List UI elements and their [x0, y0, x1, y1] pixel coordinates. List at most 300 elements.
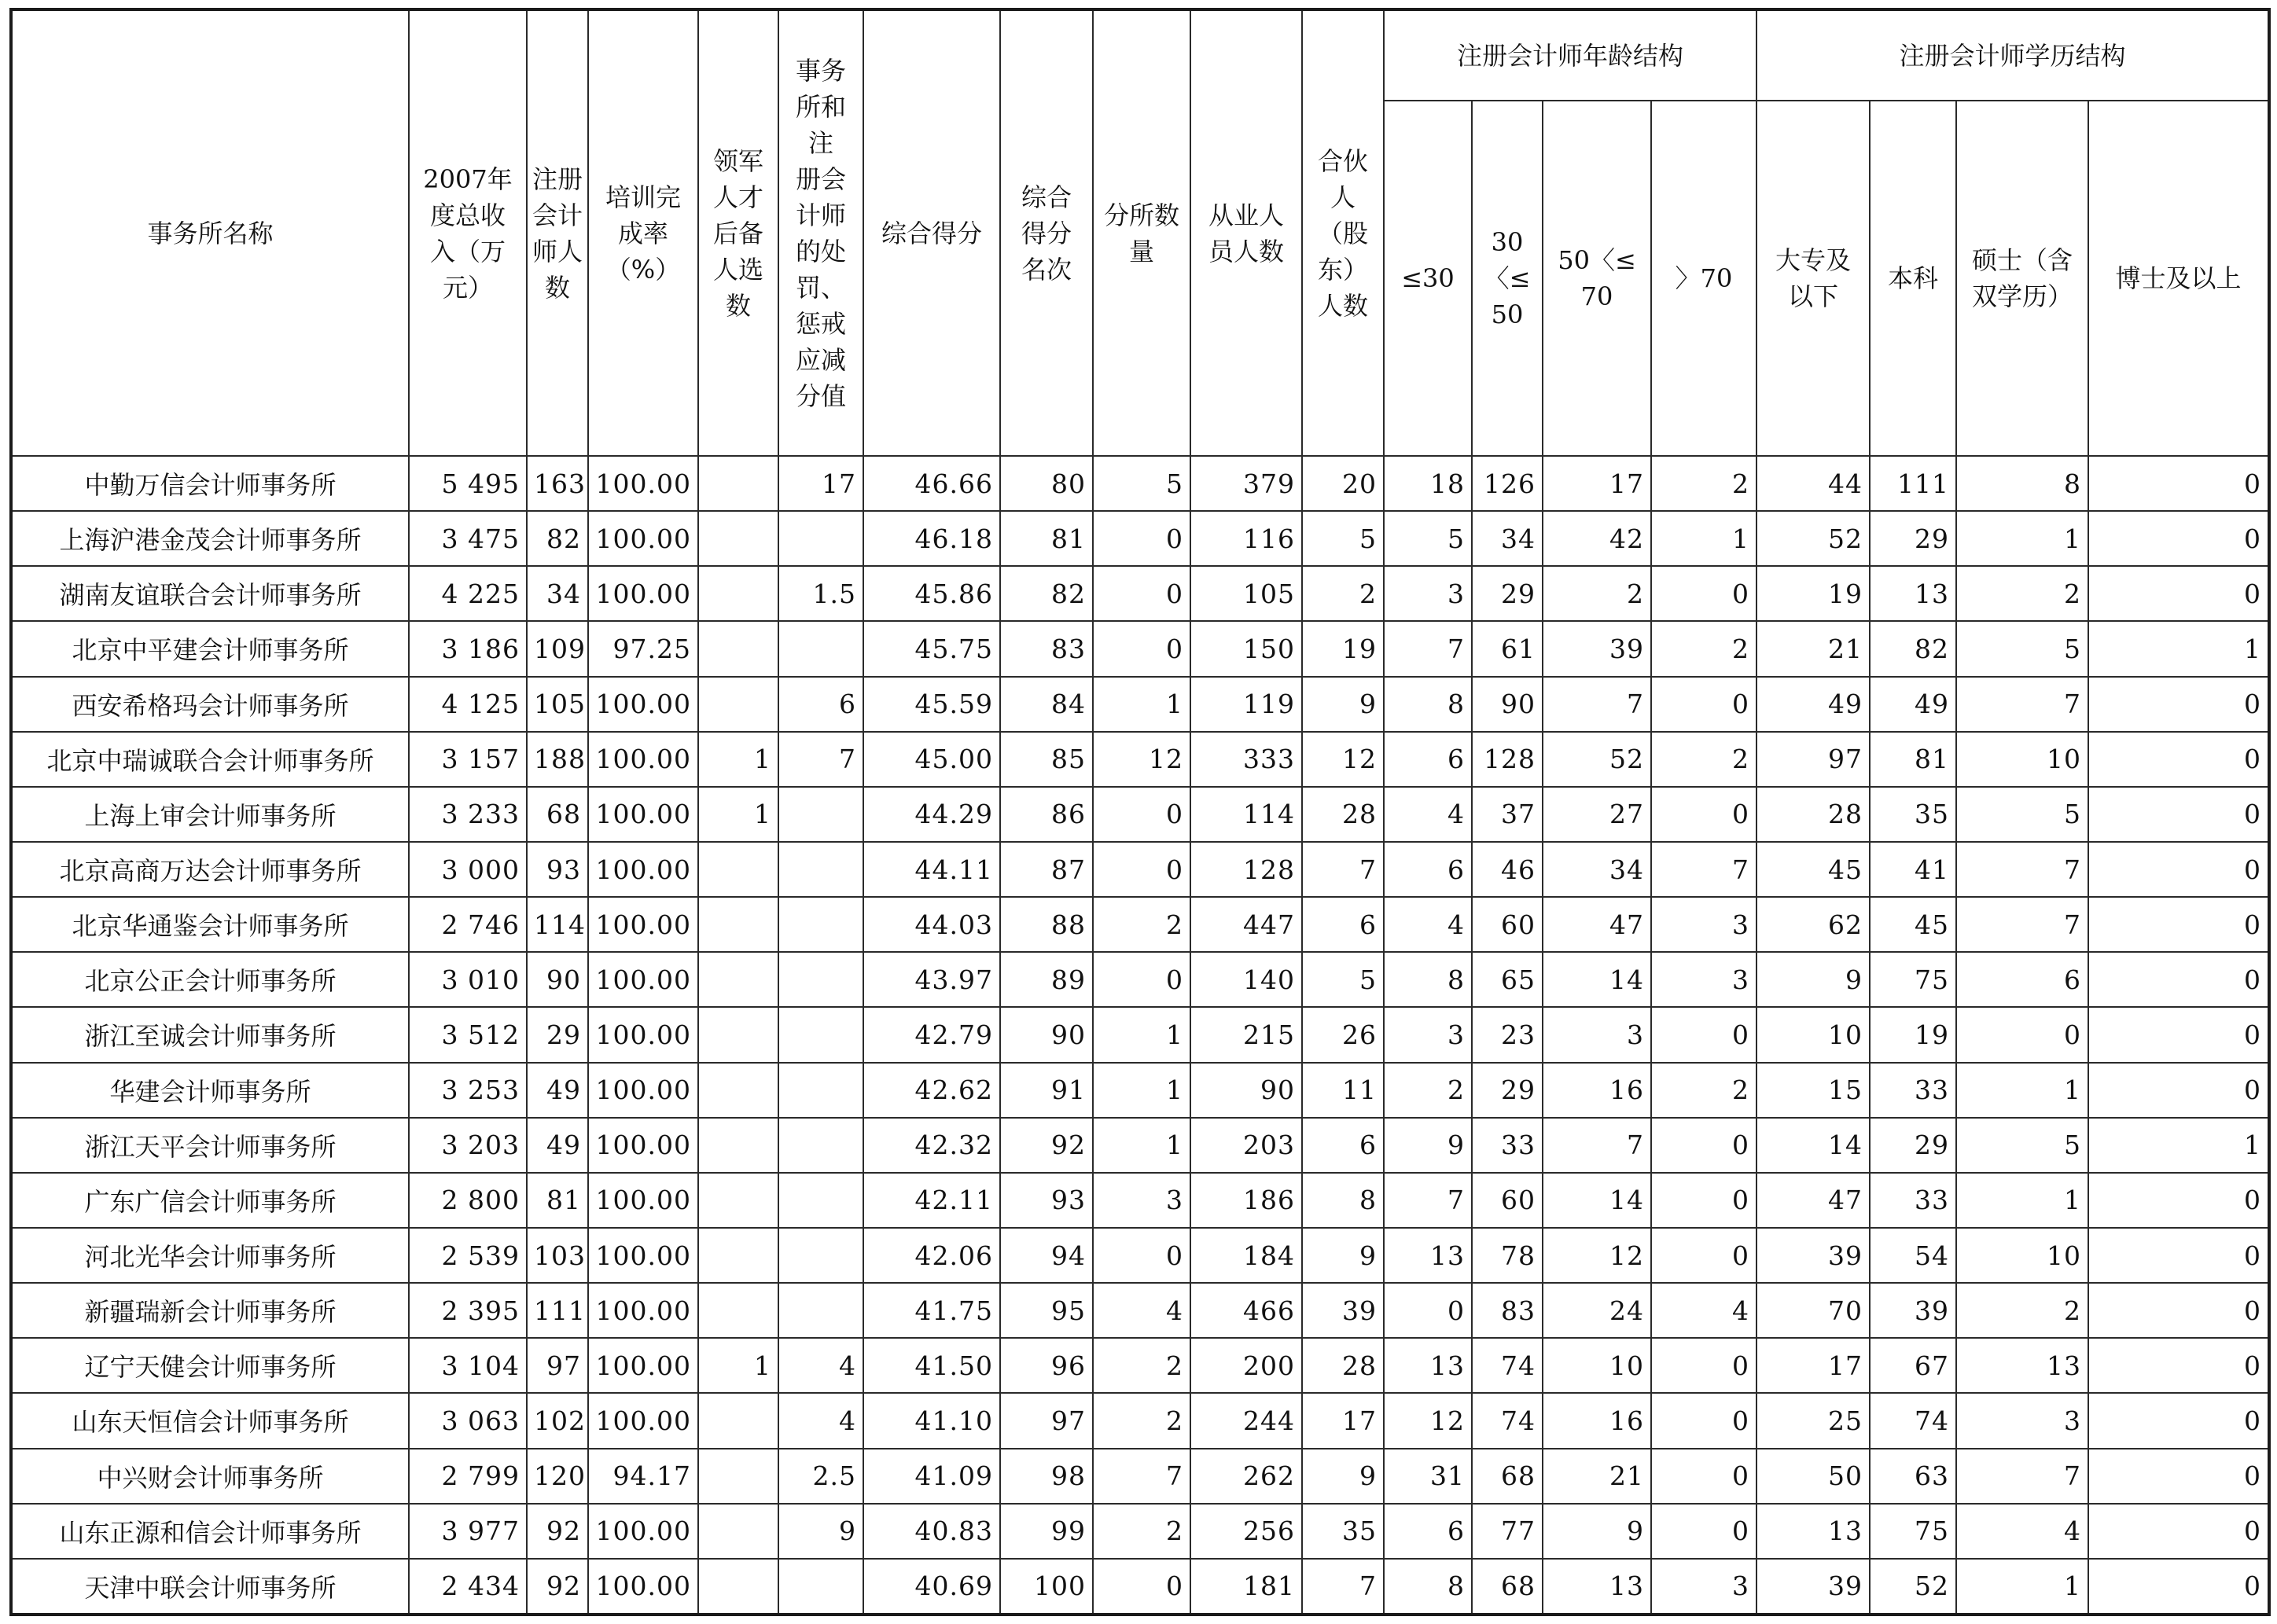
table-row [11, 566, 2269, 621]
cell-overall-score: 41.09 [863, 1449, 1000, 1504]
header-partner-count: 合伙 人 （股 东） 人数 [1302, 9, 1384, 456]
cell-firm-name: 上海沪港金茂会计师事务所 [11, 511, 409, 566]
header-talent-candidates: 领军 人才 后备 人选 数 [698, 9, 778, 456]
cell-cpa-count: 111 [527, 1283, 588, 1338]
cell-talent-candidates [698, 1449, 778, 1504]
cell-score-rank: 91 [1000, 1063, 1093, 1118]
cell-edu-master: 10 [1956, 1228, 2088, 1283]
cell-cpa-count: 102 [527, 1393, 588, 1448]
cell-firm-name: 新疆瑞新会计师事务所 [11, 1283, 409, 1338]
cell-score-rank: 82 [1000, 566, 1093, 621]
cell-revenue: 3 253 [409, 1063, 527, 1118]
cell-edu-master: 3 [1956, 1393, 2088, 1448]
cell-age-under-30: 18 [1384, 456, 1472, 511]
cell-firm-name: 中兴财会计师事务所 [11, 1449, 409, 1504]
cell-age-under-30: 3 [1384, 566, 1472, 621]
cell-training-rate: 100.00 [588, 1338, 698, 1393]
cell-talent-candidates [698, 1283, 778, 1338]
cell-overall-score: 42.62 [863, 1063, 1000, 1118]
cell-cpa-count: 109 [527, 621, 588, 676]
header-firm-name: 事务所名称 [11, 9, 409, 456]
cell-score-rank: 100 [1000, 1559, 1093, 1615]
cell-age-under-30: 3 [1384, 1007, 1472, 1062]
table-row [11, 1338, 2269, 1393]
cell-edu-doctorate: 0 [2088, 1393, 2269, 1448]
cell-branch-count: 0 [1093, 566, 1190, 621]
cell-staff-count: 116 [1190, 511, 1302, 566]
cell-edu-bachelor: 33 [1870, 1173, 1956, 1228]
cell-talent-candidates [698, 1504, 778, 1559]
table-row [11, 1173, 2269, 1228]
cell-branch-count: 1 [1093, 1063, 1190, 1118]
cell-cpa-count: 97 [527, 1338, 588, 1393]
cell-training-rate: 100.00 [588, 511, 698, 566]
cell-penalty-deduction: 4 [778, 1338, 863, 1393]
cell-score-rank: 89 [1000, 952, 1093, 1007]
cell-penalty-deduction: 7 [778, 732, 863, 787]
cell-age-over-70: 0 [1651, 1228, 1756, 1283]
cell-age-under-30: 5 [1384, 511, 1472, 566]
cell-edu-college: 45 [1756, 842, 1870, 897]
cell-partner-count: 28 [1302, 787, 1384, 842]
cell-revenue: 2 746 [409, 897, 527, 952]
cell-edu-doctorate: 0 [2088, 1173, 2269, 1228]
cell-age-under-30: 6 [1384, 732, 1472, 787]
cell-edu-doctorate: 0 [2088, 952, 2269, 1007]
cell-edu-bachelor: 75 [1870, 952, 1956, 1007]
table-row [11, 842, 2269, 897]
cell-age-30-50: 34 [1472, 511, 1543, 566]
cell-edu-master: 7 [1956, 897, 2088, 952]
cell-edu-bachelor: 81 [1870, 732, 1956, 787]
cell-score-rank: 99 [1000, 1504, 1093, 1559]
cell-revenue: 3 010 [409, 952, 527, 1007]
cell-age-under-30: 8 [1384, 1559, 1472, 1615]
table-row [11, 1228, 2269, 1283]
table-row [11, 677, 2269, 732]
cell-age-30-50: 77 [1472, 1504, 1543, 1559]
table-row [11, 621, 2269, 676]
cell-edu-master: 13 [1956, 1338, 2088, 1393]
cell-age-under-30: 6 [1384, 1504, 1472, 1559]
cell-age-50-70: 24 [1543, 1283, 1651, 1338]
cell-edu-college: 39 [1756, 1228, 1870, 1283]
cell-overall-score: 42.06 [863, 1228, 1000, 1283]
cell-edu-master: 0 [1956, 1007, 2088, 1062]
cell-age-30-50: 33 [1472, 1118, 1543, 1173]
cell-staff-count: 181 [1190, 1559, 1302, 1615]
cell-edu-doctorate: 0 [2088, 1063, 2269, 1118]
cell-score-rank: 84 [1000, 677, 1093, 732]
cell-partner-count: 8 [1302, 1173, 1384, 1228]
cell-talent-candidates: 1 [698, 1338, 778, 1393]
cell-overall-score: 45.86 [863, 566, 1000, 621]
cell-branch-count: 0 [1093, 1559, 1190, 1615]
cell-age-30-50: 78 [1472, 1228, 1543, 1283]
cell-overall-score: 41.75 [863, 1283, 1000, 1338]
cell-age-over-70: 0 [1651, 1007, 1756, 1062]
cell-partner-count: 28 [1302, 1338, 1384, 1393]
header-age-30-50: 30 〈≤ 50 [1472, 101, 1543, 456]
cell-age-30-50: 74 [1472, 1393, 1543, 1448]
cell-partner-count: 9 [1302, 677, 1384, 732]
cell-edu-bachelor: 74 [1870, 1393, 1956, 1448]
cell-staff-count: 140 [1190, 952, 1302, 1007]
cell-cpa-count: 68 [527, 787, 588, 842]
cell-age-over-70: 4 [1651, 1283, 1756, 1338]
table-row [11, 1393, 2269, 1448]
cell-partner-count: 19 [1302, 621, 1384, 676]
cell-firm-name: 浙江天平会计师事务所 [11, 1118, 409, 1173]
cell-edu-bachelor: 19 [1870, 1007, 1956, 1062]
cell-staff-count: 215 [1190, 1007, 1302, 1062]
cell-score-rank: 90 [1000, 1007, 1093, 1062]
cell-staff-count: 150 [1190, 621, 1302, 676]
cell-age-under-30: 8 [1384, 677, 1472, 732]
cell-edu-bachelor: 75 [1870, 1504, 1956, 1559]
cell-score-rank: 96 [1000, 1338, 1093, 1393]
cell-firm-name: 北京中瑞诚联合会计师事务所 [11, 732, 409, 787]
cell-edu-master: 1 [1956, 1173, 2088, 1228]
cell-age-under-30: 8 [1384, 952, 1472, 1007]
cell-edu-bachelor: 54 [1870, 1228, 1956, 1283]
cell-cpa-count: 103 [527, 1228, 588, 1283]
cell-training-rate: 100.00 [588, 787, 698, 842]
cell-edu-master: 5 [1956, 787, 2088, 842]
cell-score-rank: 88 [1000, 897, 1093, 952]
cell-talent-candidates [698, 621, 778, 676]
cell-talent-candidates [698, 456, 778, 511]
cell-age-over-70: 2 [1651, 732, 1756, 787]
cell-age-under-30: 4 [1384, 787, 1472, 842]
cell-age-50-70: 13 [1543, 1559, 1651, 1615]
cell-talent-candidates [698, 511, 778, 566]
table-row [11, 456, 2269, 511]
table-body [11, 456, 2269, 1615]
table-row [11, 1504, 2269, 1559]
table-row [11, 897, 2269, 952]
cell-staff-count: 128 [1190, 842, 1302, 897]
cell-cpa-count: 90 [527, 952, 588, 1007]
cell-staff-count: 262 [1190, 1449, 1302, 1504]
cell-training-rate: 100.00 [588, 1228, 698, 1283]
cell-overall-score: 45.75 [863, 621, 1000, 676]
cell-revenue: 3 157 [409, 732, 527, 787]
cell-age-50-70: 34 [1543, 842, 1651, 897]
cell-age-30-50: 60 [1472, 897, 1543, 952]
cell-cpa-count: 163 [527, 456, 588, 511]
cell-edu-bachelor: 41 [1870, 842, 1956, 897]
cell-score-rank: 94 [1000, 1228, 1093, 1283]
cell-overall-score: 42.11 [863, 1173, 1000, 1228]
header-staff-count: 从业人 员人数 [1190, 9, 1302, 456]
cell-age-over-70: 0 [1651, 1393, 1756, 1448]
cell-cpa-count: 188 [527, 732, 588, 787]
cell-overall-score: 40.69 [863, 1559, 1000, 1615]
header-edu-doctorate: 博士及以上 [2088, 101, 2269, 456]
cell-penalty-deduction [778, 1118, 863, 1173]
cell-partner-count: 12 [1302, 732, 1384, 787]
cell-penalty-deduction [778, 952, 863, 1007]
cell-edu-master: 2 [1956, 1283, 2088, 1338]
table-row [11, 1559, 2269, 1615]
cell-training-rate: 100.00 [588, 1559, 698, 1615]
cell-staff-count: 256 [1190, 1504, 1302, 1559]
cell-edu-doctorate: 0 [2088, 511, 2269, 566]
cell-branch-count: 1 [1093, 1118, 1190, 1173]
cell-edu-master: 2 [1956, 566, 2088, 621]
cell-score-rank: 80 [1000, 456, 1093, 511]
header-cpa-count: 注册 会计 师人 数 [527, 9, 588, 456]
cell-branch-count: 0 [1093, 621, 1190, 676]
cell-age-50-70: 27 [1543, 787, 1651, 842]
cell-age-over-70: 0 [1651, 1504, 1756, 1559]
cell-score-rank: 95 [1000, 1283, 1093, 1338]
cell-firm-name: 北京华通鉴会计师事务所 [11, 897, 409, 952]
cell-talent-candidates [698, 952, 778, 1007]
cell-revenue: 3 000 [409, 842, 527, 897]
cell-age-50-70: 14 [1543, 952, 1651, 1007]
cell-score-rank: 86 [1000, 787, 1093, 842]
table-row [11, 1118, 2269, 1173]
cell-branch-count: 3 [1093, 1173, 1190, 1228]
cell-age-30-50: 68 [1472, 1559, 1543, 1615]
cell-edu-master: 8 [1956, 456, 2088, 511]
cell-branch-count: 2 [1093, 1393, 1190, 1448]
cell-age-over-70: 0 [1651, 677, 1756, 732]
header-revenue: 2007年 度总收 入（万 元） [409, 9, 527, 456]
cell-edu-bachelor: 13 [1870, 566, 1956, 621]
cell-edu-college: 15 [1756, 1063, 1870, 1118]
header-penalty-deduction: 事务 所和 注 册会 计师 的处 罚、 惩戒 应减 分值 [778, 9, 863, 456]
cell-overall-score: 42.32 [863, 1118, 1000, 1173]
cell-revenue: 2 395 [409, 1283, 527, 1338]
header-age-under-30: ≤30 [1384, 101, 1472, 456]
cell-edu-college: 50 [1756, 1449, 1870, 1504]
cell-edu-doctorate: 0 [2088, 1338, 2269, 1393]
cell-age-over-70: 3 [1651, 1559, 1756, 1615]
cell-cpa-count: 93 [527, 842, 588, 897]
cell-age-under-30: 31 [1384, 1449, 1472, 1504]
cell-edu-bachelor: 63 [1870, 1449, 1956, 1504]
cell-age-over-70: 0 [1651, 1173, 1756, 1228]
header-overall-score: 综合得分 [863, 9, 1000, 456]
cell-age-over-70: 0 [1651, 1449, 1756, 1504]
cell-penalty-deduction [778, 511, 863, 566]
cell-staff-count: 105 [1190, 566, 1302, 621]
cell-partner-count: 11 [1302, 1063, 1384, 1118]
cell-training-rate: 100.00 [588, 1118, 698, 1173]
cell-firm-name: 湖南友谊联合会计师事务所 [11, 566, 409, 621]
cell-penalty-deduction [778, 787, 863, 842]
cell-age-30-50: 68 [1472, 1449, 1543, 1504]
cell-firm-name: 辽宁天健会计师事务所 [11, 1338, 409, 1393]
cell-edu-doctorate: 0 [2088, 732, 2269, 787]
cell-age-over-70: 2 [1651, 456, 1756, 511]
cell-edu-bachelor: 29 [1870, 1118, 1956, 1173]
cell-talent-candidates [698, 677, 778, 732]
cell-branch-count: 2 [1093, 1504, 1190, 1559]
cell-score-rank: 85 [1000, 732, 1093, 787]
cell-age-under-30: 9 [1384, 1118, 1472, 1173]
cell-talent-candidates: 1 [698, 787, 778, 842]
cell-cpa-count: 105 [527, 677, 588, 732]
cell-firm-name: 河北光华会计师事务所 [11, 1228, 409, 1283]
cell-edu-college: 13 [1756, 1504, 1870, 1559]
cell-age-over-70: 3 [1651, 897, 1756, 952]
cell-edu-master: 5 [1956, 621, 2088, 676]
cell-edu-doctorate: 0 [2088, 1559, 2269, 1615]
cell-penalty-deduction [778, 897, 863, 952]
cell-penalty-deduction: 6 [778, 677, 863, 732]
cell-branch-count: 1 [1093, 677, 1190, 732]
cell-penalty-deduction: 4 [778, 1393, 863, 1448]
cell-penalty-deduction: 1.5 [778, 566, 863, 621]
cell-firm-name: 华建会计师事务所 [11, 1063, 409, 1118]
cell-age-30-50: 65 [1472, 952, 1543, 1007]
cell-training-rate: 100.00 [588, 1007, 698, 1062]
cell-training-rate: 100.00 [588, 1063, 698, 1118]
cell-overall-score: 40.83 [863, 1504, 1000, 1559]
header-training-rate: 培训完 成率 （%） [588, 9, 698, 456]
cell-firm-name: 中勤万信会计师事务所 [11, 456, 409, 511]
cell-edu-master: 7 [1956, 842, 2088, 897]
cell-revenue: 3 063 [409, 1393, 527, 1448]
cell-training-rate: 100.00 [588, 677, 698, 732]
cell-firm-name: 北京中平建会计师事务所 [11, 621, 409, 676]
cell-penalty-deduction [778, 1063, 863, 1118]
cell-revenue: 3 512 [409, 1007, 527, 1062]
cell-cpa-count: 92 [527, 1559, 588, 1615]
cell-age-50-70: 14 [1543, 1173, 1651, 1228]
cell-branch-count: 0 [1093, 511, 1190, 566]
cell-training-rate: 100.00 [588, 1283, 698, 1338]
cell-training-rate: 100.00 [588, 1504, 698, 1559]
cell-score-rank: 93 [1000, 1173, 1093, 1228]
cell-edu-doctorate: 0 [2088, 566, 2269, 621]
cell-partner-count: 6 [1302, 1118, 1384, 1173]
cell-score-rank: 87 [1000, 842, 1093, 897]
cell-partner-count: 9 [1302, 1228, 1384, 1283]
cell-edu-college: 28 [1756, 787, 1870, 842]
cell-age-under-30: 6 [1384, 842, 1472, 897]
table-row [11, 787, 2269, 842]
cell-age-30-50: 29 [1472, 566, 1543, 621]
cell-edu-bachelor: 33 [1870, 1063, 1956, 1118]
cell-overall-score: 46.18 [863, 511, 1000, 566]
cell-edu-college: 52 [1756, 511, 1870, 566]
cell-talent-candidates [698, 842, 778, 897]
cell-edu-bachelor: 39 [1870, 1283, 1956, 1338]
cell-age-30-50: 128 [1472, 732, 1543, 787]
cell-edu-doctorate: 0 [2088, 787, 2269, 842]
cell-age-30-50: 74 [1472, 1338, 1543, 1393]
cell-firm-name: 北京公正会计师事务所 [11, 952, 409, 1007]
cell-firm-name: 山东天恒信会计师事务所 [11, 1393, 409, 1448]
cell-penalty-deduction [778, 1228, 863, 1283]
cell-score-rank: 81 [1000, 511, 1093, 566]
cell-staff-count: 90 [1190, 1063, 1302, 1118]
cell-branch-count: 0 [1093, 1228, 1190, 1283]
cell-revenue: 3 977 [409, 1504, 527, 1559]
cell-score-rank: 83 [1000, 621, 1093, 676]
cell-edu-master: 7 [1956, 677, 2088, 732]
cell-edu-bachelor: 67 [1870, 1338, 1956, 1393]
cell-age-50-70: 10 [1543, 1338, 1651, 1393]
cell-partner-count: 17 [1302, 1393, 1384, 1448]
cell-branch-count: 12 [1093, 732, 1190, 787]
cell-age-50-70: 39 [1543, 621, 1651, 676]
cell-edu-bachelor: 35 [1870, 787, 1956, 842]
table-row [11, 952, 2269, 1007]
cell-edu-master: 1 [1956, 511, 2088, 566]
cell-edu-master: 1 [1956, 1559, 2088, 1615]
cell-age-over-70: 7 [1651, 842, 1756, 897]
cell-age-under-30: 2 [1384, 1063, 1472, 1118]
cell-firm-name: 天津中联会计师事务所 [11, 1559, 409, 1615]
cell-overall-score: 44.29 [863, 787, 1000, 842]
cell-edu-bachelor: 29 [1870, 511, 1956, 566]
cell-score-rank: 98 [1000, 1449, 1093, 1504]
cell-age-over-70: 2 [1651, 1063, 1756, 1118]
cell-partner-count: 7 [1302, 842, 1384, 897]
cell-talent-candidates [698, 1118, 778, 1173]
cell-cpa-count: 81 [527, 1173, 588, 1228]
cell-talent-candidates [698, 1393, 778, 1448]
cell-training-rate: 100.00 [588, 1393, 698, 1448]
cell-staff-count: 244 [1190, 1393, 1302, 1448]
cell-age-over-70: 0 [1651, 787, 1756, 842]
header-group-age-structure: 注册会计师年龄结构 [1384, 9, 1756, 101]
cell-penalty-deduction: 17 [778, 456, 863, 511]
cell-talent-candidates [698, 1228, 778, 1283]
header-age-50-70: 50〈≤ 70 [1543, 101, 1651, 456]
cell-age-50-70: 21 [1543, 1449, 1651, 1504]
cell-training-rate: 100.00 [588, 456, 698, 511]
cell-training-rate: 100.00 [588, 566, 698, 621]
cell-edu-college: 47 [1756, 1173, 1870, 1228]
cell-age-over-70: 3 [1651, 952, 1756, 1007]
cell-cpa-count: 49 [527, 1063, 588, 1118]
cell-age-30-50: 37 [1472, 787, 1543, 842]
cell-edu-doctorate: 0 [2088, 897, 2269, 952]
cell-branch-count: 5 [1093, 456, 1190, 511]
cell-partner-count: 26 [1302, 1007, 1384, 1062]
cell-revenue: 2 799 [409, 1449, 527, 1504]
cell-age-50-70: 17 [1543, 456, 1651, 511]
cell-staff-count: 200 [1190, 1338, 1302, 1393]
cell-branch-count: 0 [1093, 952, 1190, 1007]
cell-edu-bachelor: 49 [1870, 677, 1956, 732]
cell-training-rate: 100.00 [588, 1173, 698, 1228]
cell-age-30-50: 126 [1472, 456, 1543, 511]
cell-age-30-50: 46 [1472, 842, 1543, 897]
cell-talent-candidates [698, 1063, 778, 1118]
cell-cpa-count: 34 [527, 566, 588, 621]
cell-cpa-count: 114 [527, 897, 588, 952]
table-row [11, 1449, 2269, 1504]
cell-firm-name: 上海上审会计师事务所 [11, 787, 409, 842]
cell-edu-college: 19 [1756, 566, 1870, 621]
header-edu-college: 大专及 以下 [1756, 101, 1870, 456]
cell-overall-score: 41.10 [863, 1393, 1000, 1448]
cell-age-30-50: 60 [1472, 1173, 1543, 1228]
header-edu-master: 硕士（含 双学历） [1956, 101, 2088, 456]
cell-age-50-70: 47 [1543, 897, 1651, 952]
cell-branch-count: 2 [1093, 1338, 1190, 1393]
cell-age-over-70: 2 [1651, 621, 1756, 676]
header-branch-count: 分所数 量 [1093, 9, 1190, 456]
